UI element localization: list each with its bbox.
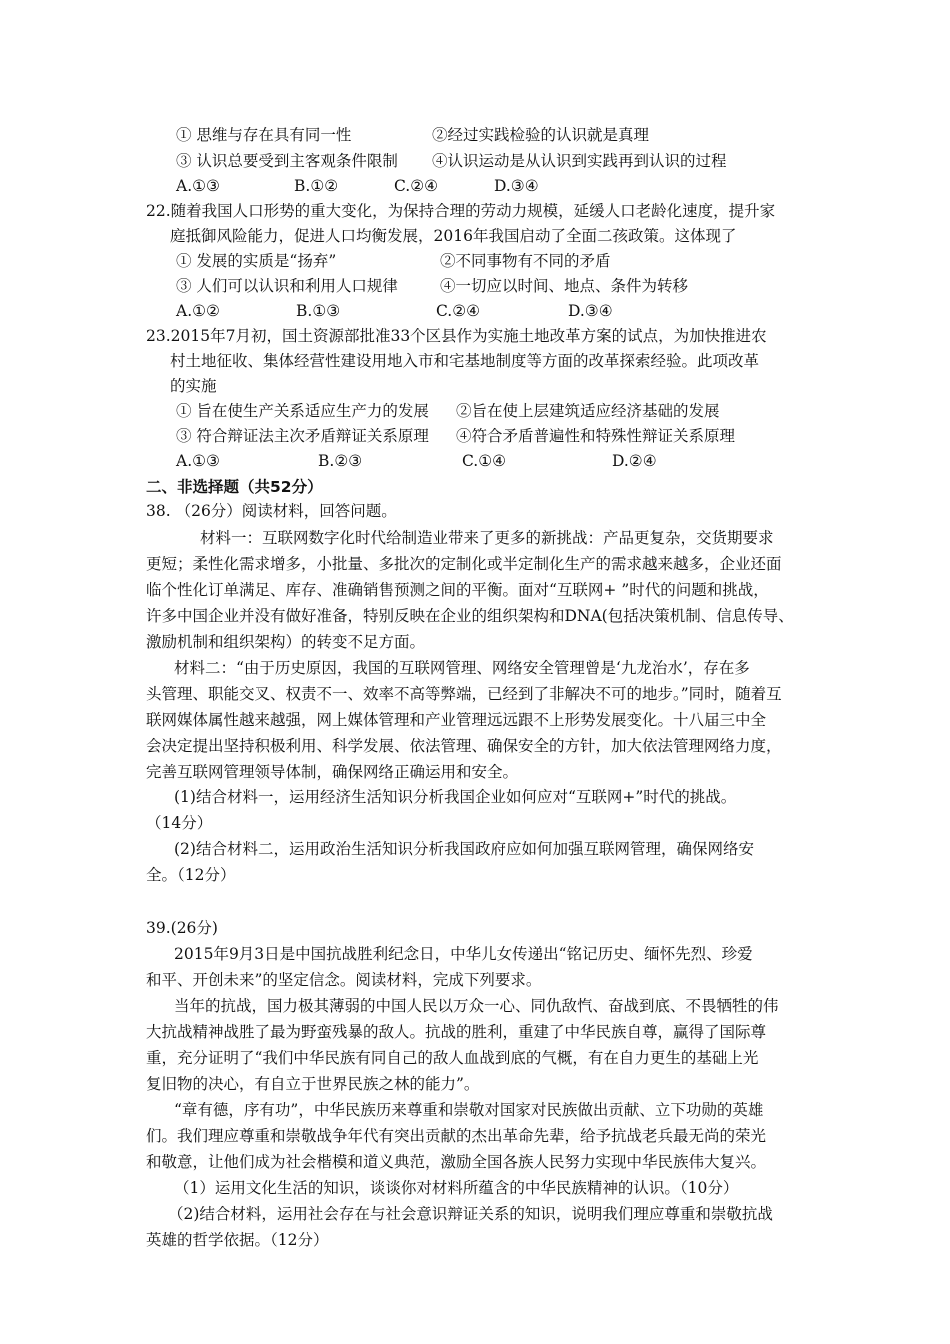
q21-choice-c: C.②④: [394, 177, 439, 195]
q22-stem-line-1: 22.随着我国人口形势的重大变化，为保持合理的劳动力规模，延缓人口老龄化速度，提升家: [146, 202, 776, 220]
q22-option-1: ① 发展的实质是“扬弃”: [176, 252, 337, 270]
q23-option-1: ① 旨在使生产关系适应生产力的发展: [176, 402, 429, 420]
q38-line: 会决定提出坚持积极利用、科学发展、依法管理、确保安全的方针，加大依法管理网络力度，: [146, 737, 782, 755]
q22-stem-line-2: 庭抵御风险能力，促进人口均衡发展，2016年我国启动了全面二孩政策。这体现了: [170, 227, 737, 245]
q21-option-1: ① 思维与存在具有同一性: [176, 126, 352, 144]
q21-choice-a: A.①③: [176, 177, 220, 195]
q21-option-2: ②经过实践检验的认识就是真理: [432, 126, 650, 144]
q38-line: 更短；柔性化需求增多，小批量、多批次的定制化或半定制化生产的需求越来越多，企业还面: [146, 555, 782, 573]
q22-option-2: ②不同事物有不同的矛盾: [440, 252, 611, 270]
q38-line: 联网媒体属性越来越强，网上媒体管理和产业管理远远跟不上形势发展变化。十八届三中全: [146, 711, 767, 729]
q22-option-4: ④一切应以时间、地点、条件为转移: [440, 277, 689, 295]
q39-subquestion-2: （2)结合材料，运用社会存在与社会意识辩证关系的知识，说明我们理应尊重和崇敬抗战: [168, 1205, 773, 1223]
q39-line: 和敬意，让他们成为社会楷模和道义典范，激励全国各族人民努力实现中华民族伟大复兴。: [146, 1153, 767, 1171]
q22-option-3: ③ 人们可以认识和利用人口规律: [176, 277, 398, 295]
q39-line: 和平、开创未来”的坚定信念。阅读材料，完成下列要求。: [146, 971, 542, 989]
q39-line: 大抗战精神战胜了最为野蛮残暴的敌人。抗战的胜利，重建了中华民族自尊，赢得了国际尊: [146, 1023, 767, 1041]
q39-line: 当年的抗战，国力极其薄弱的中国人民以万众一心、同仇敌忾、奋战到底、不畏牺牲的伟: [174, 997, 779, 1015]
q38-line: 临个性化订单满足、库存、准确销售预测之间的平衡。面对“互联网+ ”时代的问题和挑战，: [146, 581, 769, 599]
q23-stem-line-3: 的实施: [170, 377, 217, 395]
q23-stem-line-2: 村土地征收、集体经营性建设用地入市和宅基地制度等方面的改革探索经验。此项改革: [170, 352, 760, 370]
q38-subquestion-1-score: （14分）: [146, 814, 213, 832]
q23-stem-line-1: 23.2015年7月初，国土资源部批准33个区县作为实施土地改革方案的试点，为加快推进农: [146, 327, 767, 345]
q39-subquestion-1: （1）运用文化生活的知识，谈谈你对材料所蕴含的中华民族精神的认识。（10分）: [174, 1179, 739, 1197]
q21-option-4: ④认识运动是从认识到实践再到认识的过程: [432, 152, 727, 170]
q23-choice-b: B.②③: [318, 452, 363, 470]
q38-line: 头管理、职能交叉、权责不一、效率不高等弊端，已经到了非解决不可的地步。”同时，随着互: [146, 685, 782, 703]
q38-line: 材料一：互联网数字化时代给制造业带来了更多的新挑战：产品更复杂，交货期要求: [200, 529, 774, 547]
q23-choice-a: A.①③: [176, 452, 220, 470]
q39-line: 们。我们理应尊重和崇敬战争年代有突出贡献的杰出革命先辈，给予抗战老兵最无尚的荣光: [146, 1127, 767, 1145]
q39-line: 2015年9月3日是中国抗战胜利纪念日，中华儿女传递出“铭记历史、缅怀先烈、珍爱: [174, 945, 753, 963]
q39-line: 复旧物的决心，有自立于世界民族之林的能力”。: [146, 1075, 480, 1093]
q38-line: 材料二：“由于历史原因，我国的互联网管理、网络安全管理曾是‘九龙治水’，存在多: [174, 659, 750, 677]
q21-choice-b: B.①②: [294, 177, 339, 195]
q21-option-3: ③ 认识总要受到主客观条件限制: [176, 152, 398, 170]
section-heading: 二、非选择题（共52分）: [146, 478, 323, 496]
q39-title: 39.(26分): [146, 919, 218, 937]
q22-choice-c: C.②④: [436, 302, 481, 320]
q38-subquestion-1: (1)结合材料一，运用经济生活知识分析我国企业如何应对“互联网+”时代的挑战。: [174, 788, 737, 806]
q23-choice-d: D.②④: [612, 452, 657, 470]
q38-line: 完善互联网管理领导体制，确保网络正确运用和安全。: [146, 763, 519, 781]
q38-line: 许多中国企业并没有做好准备，特别反映在企业的组织架构和DNA(包括决策机制、信息传导、: [146, 607, 794, 625]
q23-option-3: ③ 符合辩证法主次矛盾辩证关系原理: [176, 427, 429, 445]
q38-title: 38. （26分）阅读材料，回答问题。: [146, 502, 397, 520]
q22-choice-a: A.①②: [176, 302, 220, 320]
q23-option-2: ②旨在使上层建筑适应经济基础的发展: [456, 402, 720, 420]
q23-choice-c: C.①④: [462, 452, 507, 470]
q39-subquestion-2-end: 英雄的哲学依据。（12分）: [146, 1231, 329, 1249]
q38-subquestion-2-end: 全。（12分）: [146, 866, 236, 884]
q38-subquestion-2: (2)结合材料二，运用政治生活知识分析我国政府应如何加强互联网管理，确保网络安: [174, 840, 754, 858]
q22-choice-b: B.①③: [296, 302, 341, 320]
q39-line: “章有德，序有功”，中华民族历来尊重和崇敬对国家对民族做出贡献、立下功勋的英雄: [174, 1101, 764, 1119]
q39-line: 重，充分证明了“我们中华民族有同自己的敌人血战到底的气概，有在自力更生的基础上光: [146, 1049, 759, 1067]
q23-option-4: ④符合矛盾普遍性和特殊性辩证关系原理: [456, 427, 736, 445]
q21-choice-d: D.③④: [494, 177, 539, 195]
q38-line: 激励机制和组织架构）的转变不足方面。: [146, 633, 426, 651]
q22-choice-d: D.③④: [568, 302, 613, 320]
